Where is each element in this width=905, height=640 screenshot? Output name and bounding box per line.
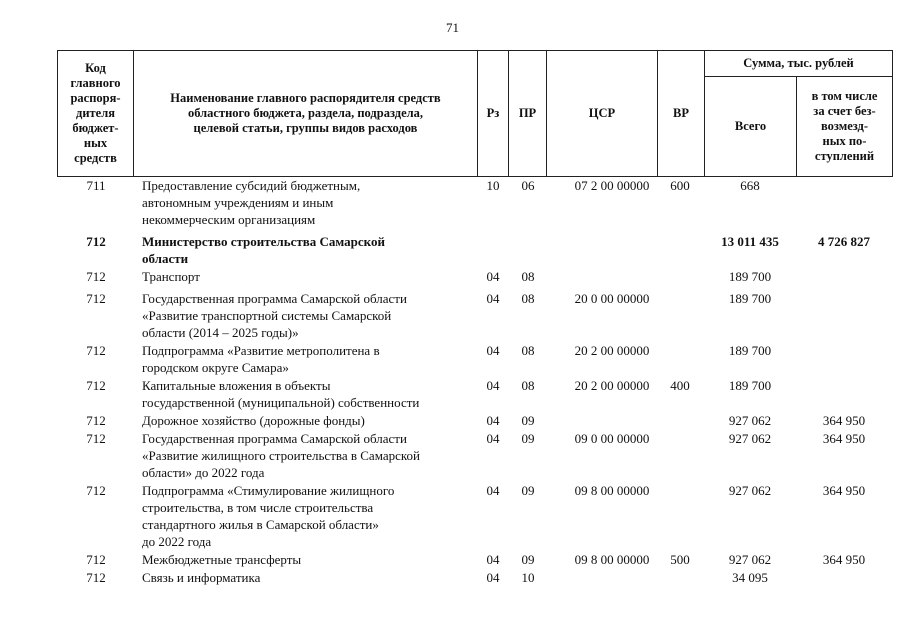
table-row <box>57 177 893 228</box>
table-header <box>57 50 893 177</box>
row-rz: 04 <box>486 413 500 428</box>
row-pr: 09 <box>521 552 535 567</box>
row-total: 668 <box>740 178 760 193</box>
row-pr: 09 <box>521 483 535 498</box>
table-row <box>57 268 893 285</box>
row-total: 189 700 <box>728 269 772 284</box>
row-pr: 09 <box>521 413 535 428</box>
row-name: Связь и информатика <box>142 570 261 585</box>
row-free: 364 950 <box>822 413 866 428</box>
row-pr: 08 <box>521 378 535 393</box>
row-free: 4 726 827 <box>818 234 870 249</box>
row-total: 34 095 <box>732 570 768 585</box>
header-name: Наименование главного распорядителя средств областного бюджета, раздела, подраздела, целевой статьи, группы видов расходов <box>170 91 441 135</box>
row-rz: 04 <box>486 343 500 358</box>
row-rz: 04 <box>486 483 500 498</box>
row-total: 189 700 <box>728 378 772 393</box>
row-code: 712 <box>86 431 106 446</box>
row-rz: 04 <box>486 570 500 585</box>
table-row <box>57 430 893 481</box>
row-code: 712 <box>86 483 106 498</box>
row-total: 927 062 <box>728 431 772 446</box>
row-pr: 06 <box>521 178 535 193</box>
row-total: 927 062 <box>728 413 772 428</box>
header-sum: Сумма, тыс. рублей <box>743 56 854 70</box>
row-name: Предоставление субсидий бюджетным, автономным учреждениям и иным некоммерческим организациям <box>142 178 361 227</box>
row-pr: 08 <box>521 269 535 284</box>
row-code: 712 <box>86 552 106 567</box>
row-name: Дорожное хозяйство (дорожные фонды) <box>142 413 365 428</box>
row-rz: 04 <box>486 269 500 284</box>
row-rz: 04 <box>486 378 500 393</box>
row-pr: 10 <box>521 570 535 585</box>
table-row <box>57 551 893 568</box>
table-body <box>57 177 893 586</box>
table-row <box>57 342 893 376</box>
row-csr: 20 0 00 00000 <box>574 291 650 306</box>
row-csr: 09 0 00 00000 <box>574 431 650 446</box>
row-code: 712 <box>86 269 106 284</box>
row-code: 712 <box>86 378 106 393</box>
row-csr: 09 8 00 00000 <box>574 483 650 498</box>
header-rz: Рз <box>486 106 500 120</box>
row-code: 712 <box>86 413 106 428</box>
row-code: 712 <box>86 570 106 585</box>
row-total: 927 062 <box>728 483 772 498</box>
table-row <box>57 290 893 341</box>
row-csr: 20 2 00 00000 <box>574 343 650 358</box>
header-csr: ЦСР <box>588 106 616 120</box>
row-code: 712 <box>86 343 106 358</box>
header-free: в том числе за счет без- возмезд- ных по- ступлений <box>811 88 878 163</box>
header-pr: ПР <box>518 106 537 120</box>
row-name: Министерство строительства Самарской области <box>142 234 385 266</box>
row-pr: 08 <box>521 343 535 358</box>
row-name: Подпрограмма «Стимулирование жилищного строительства, в том числе строительства стандартного жилья в Самарской области» до 2022 года <box>142 483 395 549</box>
table-row <box>57 412 893 429</box>
row-rz: 04 <box>486 291 500 306</box>
row-free: 364 950 <box>822 552 866 567</box>
header-code: Код главного распоря- дителя бюджет- ных средств <box>70 61 121 165</box>
row-csr: 07 2 00 00000 <box>574 178 650 193</box>
row-free: 364 950 <box>822 431 866 446</box>
row-csr: 09 8 00 00000 <box>574 552 650 567</box>
row-name: Межбюджетные трансферты <box>142 552 302 567</box>
row-rz: 04 <box>486 431 500 446</box>
table-row <box>57 482 893 550</box>
row-name: Транспорт <box>142 269 200 284</box>
row-rz: 04 <box>486 552 500 567</box>
row-total: 189 700 <box>728 291 772 306</box>
row-csr: 20 2 00 00000 <box>574 378 650 393</box>
row-name: Капитальные вложения в объекты государственной (муниципальной) собственности <box>142 378 420 410</box>
table-row <box>57 569 893 586</box>
table-row <box>57 377 893 411</box>
row-free: 364 950 <box>822 483 866 498</box>
row-code: 712 <box>86 234 106 249</box>
row-name: Государственная программа Самарской области «Развитие жилищного строительства в Самарской области» до 2022 года <box>142 431 420 480</box>
row-pr: 08 <box>521 291 535 306</box>
header-total: Всего <box>734 118 767 133</box>
row-total: 927 062 <box>728 552 772 567</box>
row-code: 711 <box>86 178 106 193</box>
row-vr: 500 <box>670 552 690 567</box>
row-vr: 400 <box>670 378 690 393</box>
row-pr: 09 <box>521 431 535 446</box>
row-name: Государственная программа Самарской области «Развитие транспортной системы Самарской области (2014 – 2025 годы)» <box>142 291 407 340</box>
table-row <box>57 233 893 267</box>
row-code: 712 <box>86 291 106 306</box>
row-total: 13 011 435 <box>721 234 779 249</box>
page-number: 71 <box>446 20 459 35</box>
row-vr: 600 <box>670 178 690 193</box>
row-name: Подпрограмма «Развитие метрополитена в городском округе Самара» <box>142 343 380 375</box>
header-vr: ВР <box>673 106 689 120</box>
row-rz: 10 <box>486 178 500 193</box>
row-total: 189 700 <box>728 343 772 358</box>
